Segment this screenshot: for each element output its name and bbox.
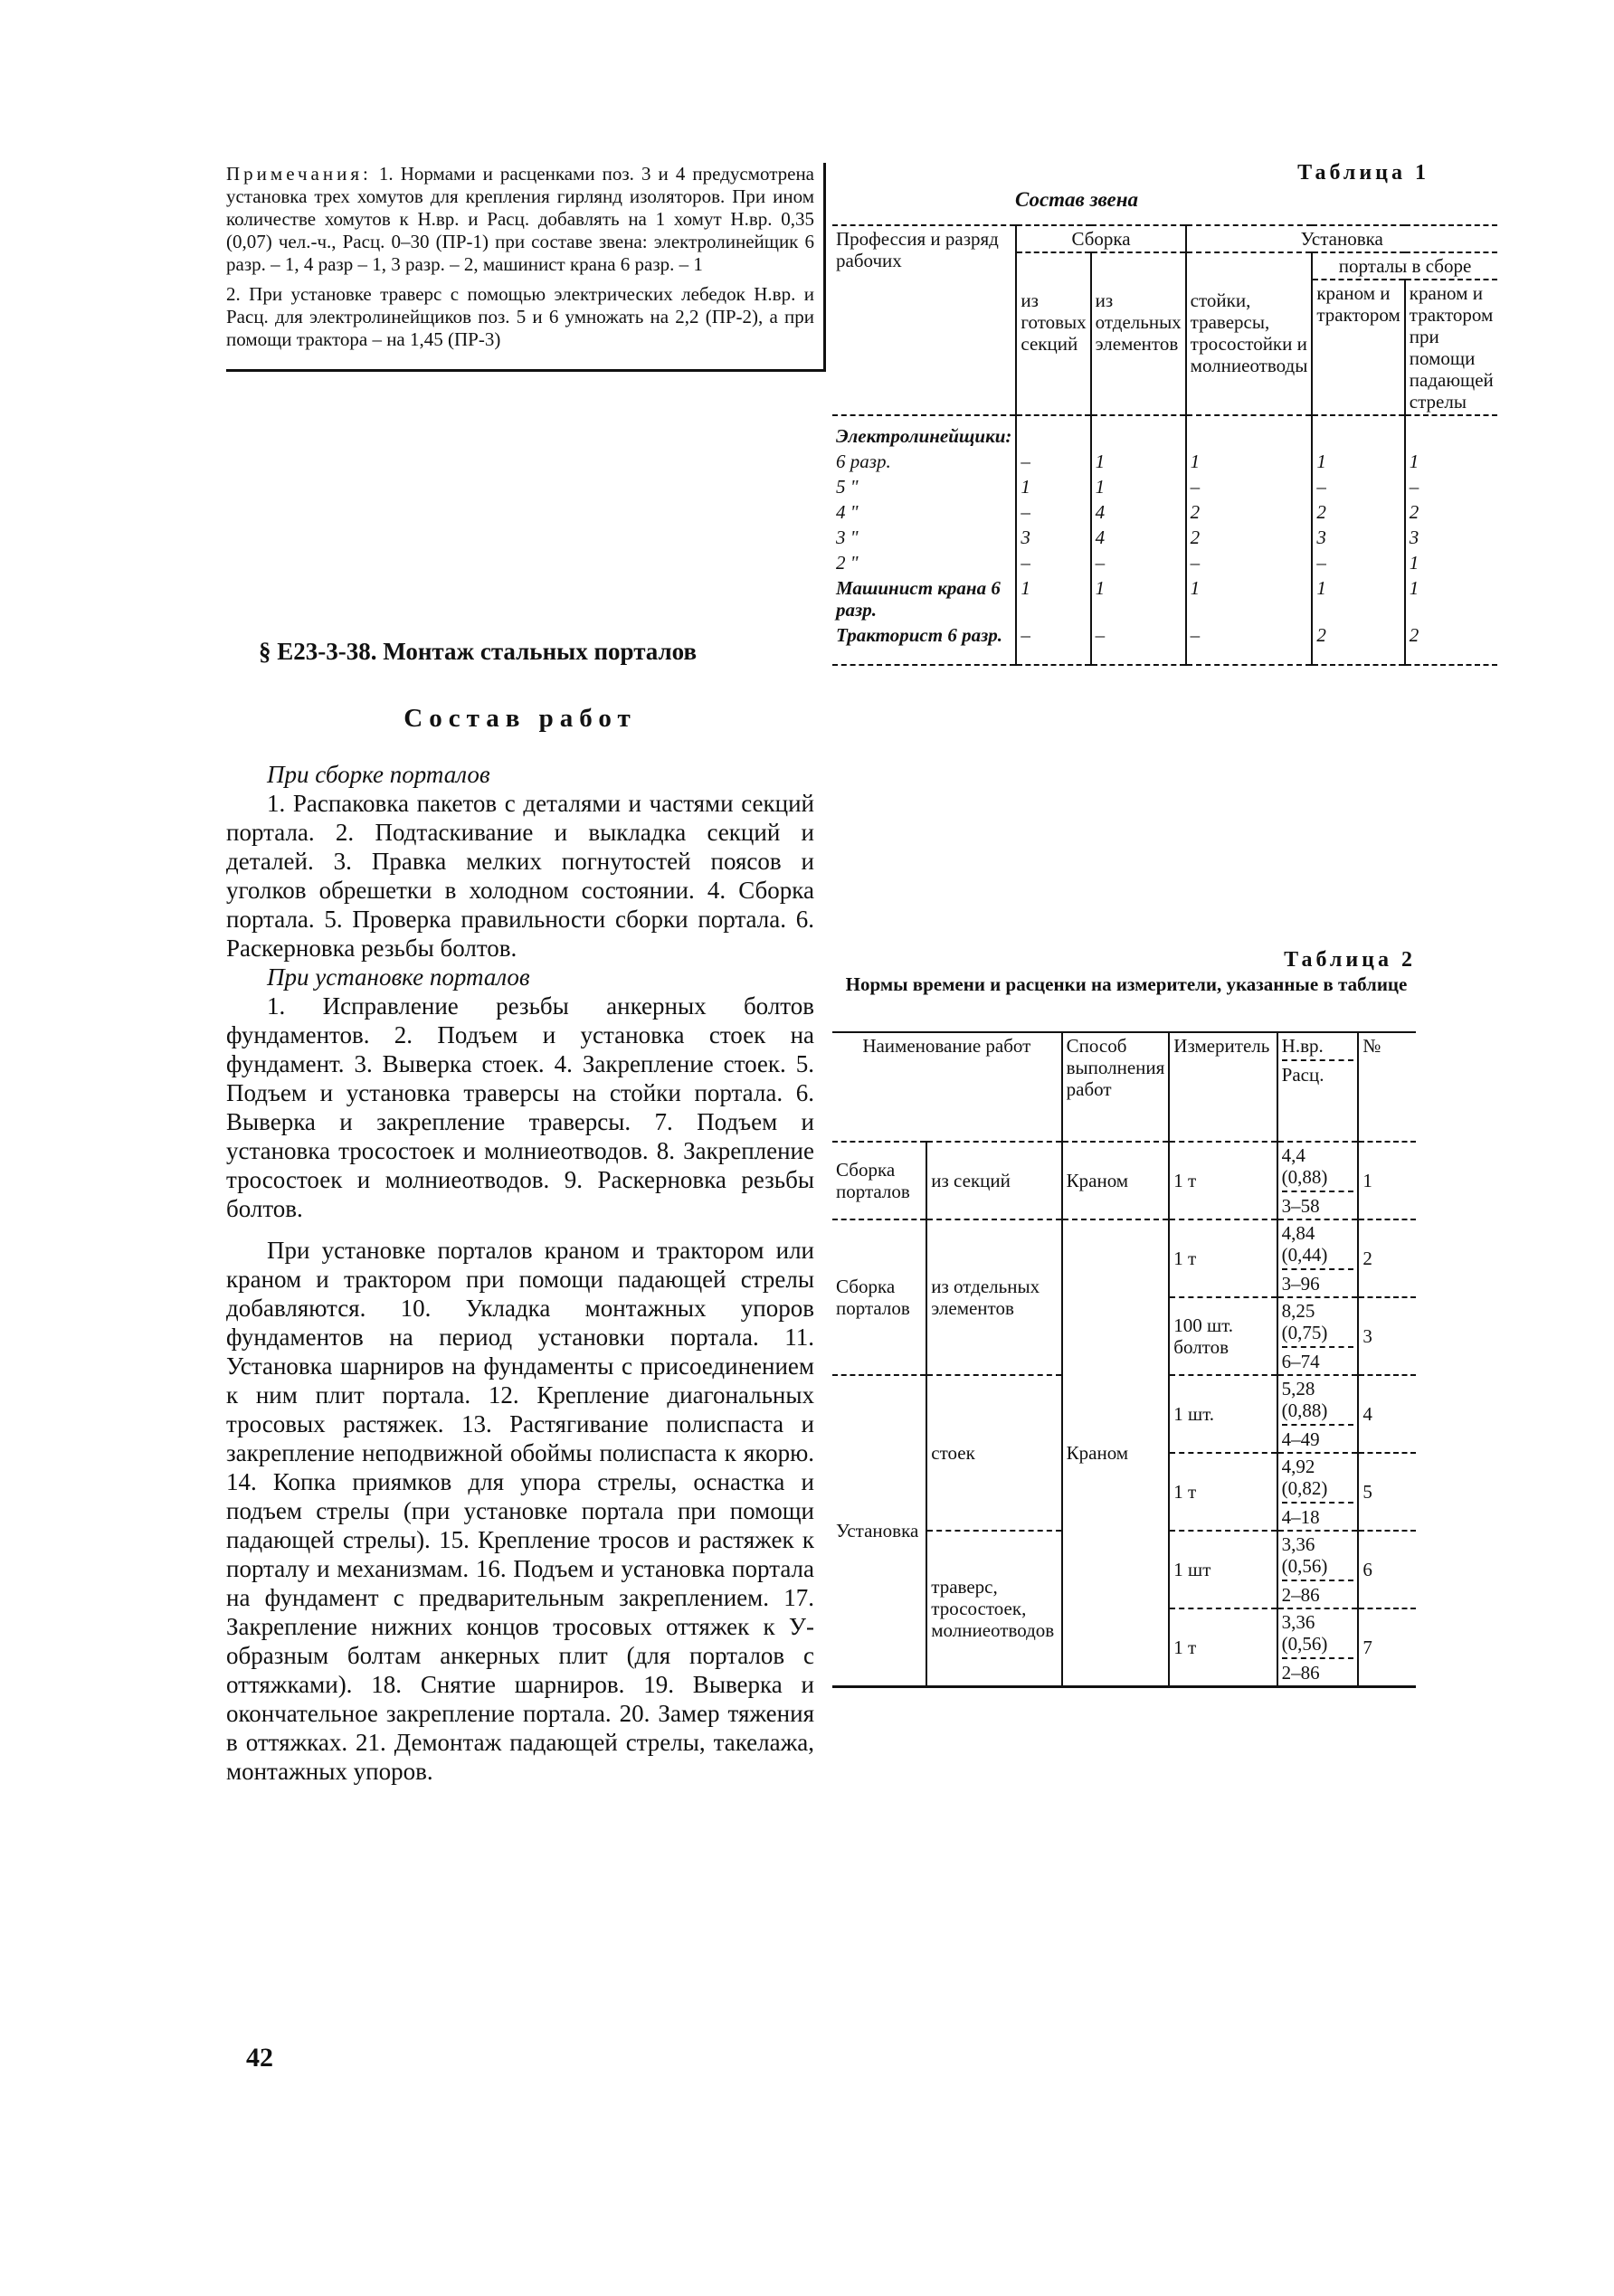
table2-caption: Нормы времени и расценки на измерители, указанные в таблице <box>845 973 1408 995</box>
composition-heading: Состав работ <box>404 704 637 733</box>
t1-header-install: Установка <box>1186 225 1497 252</box>
work-composition <box>226 760 814 1786</box>
t2-work-assembly-1: Сборка порталов <box>832 1142 926 1219</box>
t1-header-from-sections: из готовых секций <box>1016 252 1090 415</box>
section-title: § Е23-3-38. Монтаж стальных порталов <box>259 638 698 665</box>
table2 <box>832 1031 1416 1688</box>
assembly-steps: 1. Распаковка пакетов с деталями и частями секций портала. 2. Подтаскивание и выкладка секций и деталей. 3. Правка мелких погнутостей поясов и уголков обрешетки в холодном состоянии. 4. Сборка портала. 5. Проверка правильности сборки портала. 6. Раскерновка резьбы болтов. <box>226 790 814 962</box>
notes-block <box>226 163 826 372</box>
t2-work-from-elements: из отдельных элементов <box>926 1219 1061 1375</box>
t1-header-profession: Профессия и разряд рабочих <box>832 225 1016 415</box>
t1-header-crane-tractor-boom: краном и трактором при помощи падающей стрелы <box>1405 280 1497 415</box>
t1-row: 3 " 3 4 2 3 3 <box>832 525 1497 550</box>
table-row: траверс, тросостоек, молниеотводов 1 шт 3,36 (0,56) 2–86 6 <box>832 1531 1416 1608</box>
t1-row: 4 " – 4 2 2 2 <box>832 499 1497 525</box>
t1-header-from-elements: из отдельных элементов <box>1091 252 1186 415</box>
notes-heading: Примечания: <box>226 163 372 185</box>
table-row: Установка стоек 1 шт. 5,28 (0,88) 4–49 4 <box>832 1375 1416 1453</box>
t2-header-number: № <box>1358 1032 1416 1142</box>
t1-header-portals: порталы в сборе <box>1312 252 1496 280</box>
table-row: 100 шт. болтов 8,25 (0,75) 6–74 3 <box>832 1297 1416 1375</box>
table1 <box>832 224 1497 666</box>
table1-label: Таблица 1 <box>1297 161 1429 185</box>
t2-work-install: Установка <box>832 1375 926 1687</box>
table-row: 1 т 3,36 (0,56) 2–86 7 <box>832 1608 1416 1687</box>
note-2: 2. При установке траверс с помощью электрических лебедок Н.вр. и Расц. для электролинейщиков поз. 5 и 6 умножать на 2,2 (ПР-2), а при помощи трактора – на 1,45 (ПР-3) <box>226 283 814 350</box>
t2-header-unit: Измеритель <box>1169 1032 1277 1142</box>
t1-row: Тракторист 6 разр. – – – 2 2 <box>832 622 1497 665</box>
t2-work-assembly-2: Сборка порталов <box>832 1219 926 1375</box>
table-row: Сборка порталов из секций Краном 1 т 4,4 (0,88) 3–58 1 <box>832 1142 1416 1219</box>
t1-header-assembly: Сборка <box>1016 225 1185 252</box>
t2-work-travers: траверс, тросостоек, молниеотводов <box>926 1531 1061 1687</box>
t1-row: 5 " 1 1 – – – <box>832 474 1497 499</box>
table-row: Сборка порталов из отдельных элементов Краном 1 т 4,84 (0,44) 3–96 2 <box>832 1219 1416 1297</box>
table2-label: Таблица 2 <box>1284 948 1416 972</box>
t2-header-rate: Расц. <box>1281 1064 1324 1086</box>
t1-row: Машинист крана 6 разр. 1 1 1 1 1 <box>832 575 1497 622</box>
installation-steps: 1. Исправление резьбы анкерных болтов фундаментов. 2. Подъем и установка стоек на фундамент. 3. Выверка стоек. 4. Закрепление стоек. 5. Подъем и установка траверсы на стойки портала. 6. Выверка и закрепление траверсы. 7. Подъем и установка тросостоек и молниеотводов. 8. Закрепление тросостоек и молниеотводов. 9. Раскерновка резьбы болтов. <box>226 992 814 1222</box>
t2-work-posts: стоек <box>926 1375 1061 1531</box>
t2-method: Краном <box>1062 1142 1170 1219</box>
additional-steps: При установке порталов краном и трактором или краном и трактором при помощи падающей стрелы добавляются. 10. Укладка монтажных упоров фундаментов на период установки портала. 11. Установка шарниров на фундаменты с присоединением к ним плит портала. 12. Крепление диагональных тросовых растяжек. 13. Растягивание полиспаста и закрепление неподвижной обоймы полиспаста к якорю. 14. Копка приямков для упора стрелы, оснастка и подъем стрелы (при установке портала при помощи падающей стрелы). 15. Крепление тросов и растяжек к порталу и механизмам. 16. Подъем и установка портала на фундамент с предварительным закреплением. 17. Закрепление нижних концов тросовых оттяжек к У-образным болтам анкерных плит (для порталов с оттяжками). 18. Снятие шарниров. 19. Выверка и окончательное закрепление портала. 20. Замер тяжения в оттяжках. 21. Демонтаж падающей стрелы, такелажа, монтажных упоров. <box>226 1237 814 1785</box>
note-1: 1. Нормами и расценками поз. 3 и 4 предусмотрена установка трех хомутов для крепления гирлянд изоляторов. При ином количестве хомутов к Н.вр. и Расц. добавлять на 1 хомут Н.вр. 0,35 (0,07) чел.-ч., Расц. 0–30 (ПР-1) при составе звена: электролинейщик 6 разр. – 1, 4 разр – 1, 3 разр. – 2, машинист крана 6 разр. – 1 <box>226 163 815 275</box>
t1-header-posts: стойки, траверсы, тросостойки и молниеотводы <box>1186 252 1313 415</box>
t2-header-name: Наименование работ <box>832 1032 1062 1142</box>
t1-row: 2 " – – – – 1 <box>832 550 1497 575</box>
t2-header-method: Способ выполнения работ <box>1062 1032 1170 1142</box>
t1-row: 6 разр. – 1 1 1 1 <box>832 449 1497 474</box>
table-row: 1 т 4,92 (0,82) 4–18 5 <box>832 1453 1416 1531</box>
subheading-assembly: При сборке порталов <box>267 761 490 788</box>
t2-method-crane: Краном <box>1062 1219 1170 1687</box>
t1-group-label: Электролинейщики: <box>832 415 1016 449</box>
subheading-installation: При установке порталов <box>267 963 530 991</box>
t2-header-norm-time: Н.вр. <box>1282 1035 1354 1061</box>
page-number: 42 <box>246 2043 273 2073</box>
t2-work-from-sections: из секций <box>926 1142 1061 1219</box>
table1-caption: Состав звена <box>1014 188 1139 211</box>
t1-header-crane-tractor: краном и трактором <box>1312 280 1404 415</box>
